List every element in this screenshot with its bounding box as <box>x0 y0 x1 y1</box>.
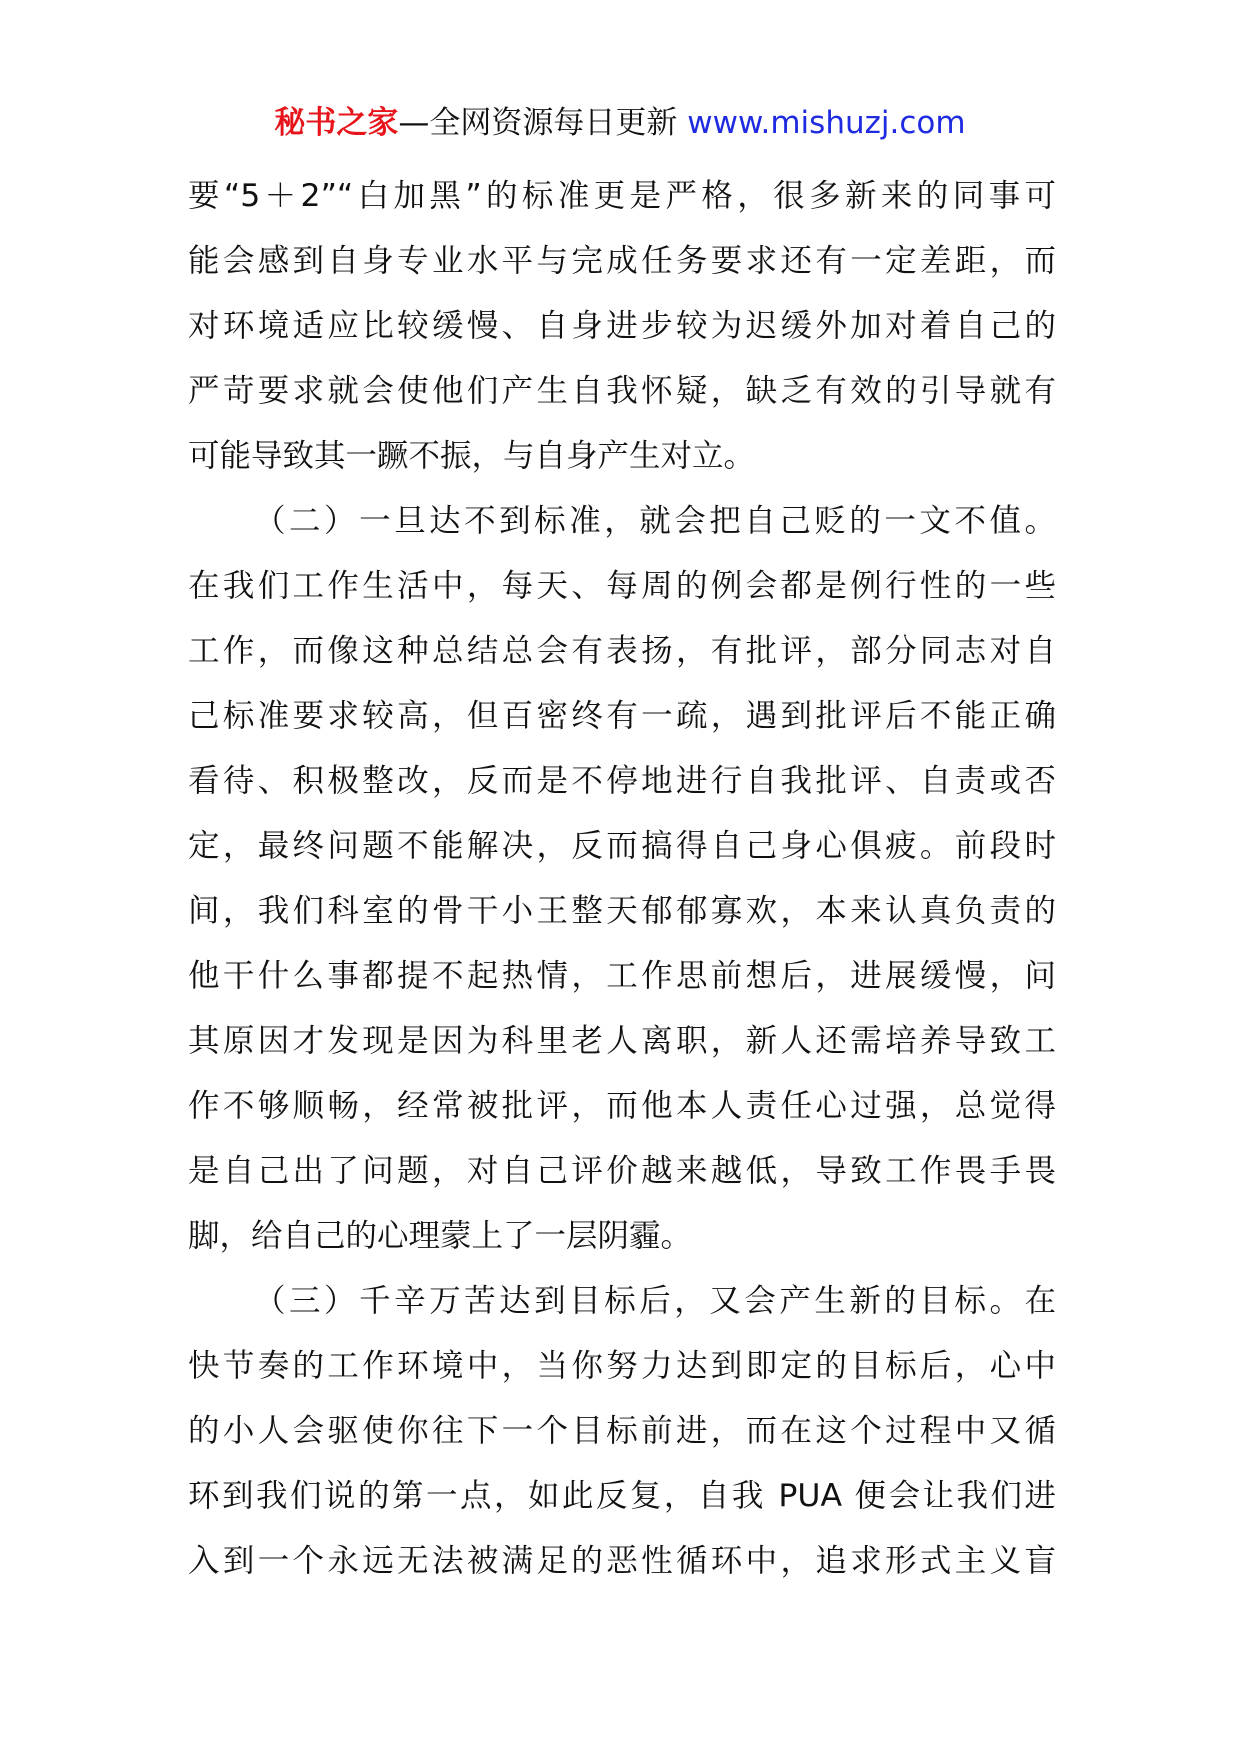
text-line: 其原因才发现是因为科里老人离职，新人还需培养导致工 <box>188 1023 1056 1059</box>
text-line: 己标准要求较高，但百密终有一疏，遇到批评后不能正确 <box>188 698 1056 734</box>
document-body <box>188 164 1056 1594</box>
text-line: 脚，给自己的心理蒙上了一层阴霾。 <box>188 1218 693 1254</box>
text-line: 在我们工作生活中，每天、每周的例会都是例行性的一些 <box>188 568 1056 604</box>
section-heading-two: （二）一旦达不到标准，就会把自己贬的一文不值。 <box>254 503 1056 539</box>
site-brand: 秘书之家 <box>274 105 399 141</box>
text-line: 快节奏的工作环境中，当你努力达到即定的目标后，心中 <box>188 1348 1056 1384</box>
text-line: 入到一个永远无法被满足的恶性循环中，追求形式主义盲 <box>188 1543 1056 1579</box>
text-line: 作不够顺畅，经常被批评，而他本人责任心过强，总觉得 <box>188 1088 1056 1124</box>
site-tagline: —全网资源每日更新 <box>398 105 678 141</box>
text-line: 严苛要求就会使他们产生自我怀疑，缺乏有效的引导就有 <box>188 373 1056 409</box>
text-line: 工作，而像这种总结总会有表扬，有批评，部分同志对自 <box>188 633 1056 669</box>
text-line: 看待、积极整改，反而是不停地进行自我批评、自责或否 <box>188 763 1056 799</box>
text-line: 是自己出了问题，对自己评价越来越低，导致工作畏手畏 <box>188 1153 1056 1189</box>
site-header <box>0 98 1240 148</box>
text-line: 的小人会驱使你往下一个目标前进，而在这个过程中又循 <box>188 1413 1056 1449</box>
section-heading-three: （三）千辛万苦达到目标后，又会产生新的目标。在 <box>254 1283 1056 1319</box>
text-line: 定，最终问题不能解决，反而搞得自己身心俱疲。前段时 <box>188 828 1056 864</box>
text-line: 环到我们说的第一点，如此反复，自我 PUA 便会让我们进 <box>188 1478 1056 1514</box>
text-line: 要“5＋2”“白加黑”的标准更是严格，很多新来的同事可 <box>188 178 1056 214</box>
text-line: 他干什么事都提不起热情，工作思前想后，进展缓慢，问 <box>188 958 1056 994</box>
text-line: 可能导致其一蹶不振，与自身产生对立。 <box>188 438 756 474</box>
site-url-link[interactable]: www.mishuzj.com <box>687 105 966 141</box>
text-line: 间，我们科室的骨干小王整天郁郁寡欢，本来认真负责的 <box>188 893 1056 929</box>
text-line: 对环境适应比较缓慢、自身进步较为迟缓外加对着自己的 <box>188 308 1056 344</box>
text-line: 能会感到自身专业水平与完成任务要求还有一定差距，而 <box>188 243 1056 279</box>
